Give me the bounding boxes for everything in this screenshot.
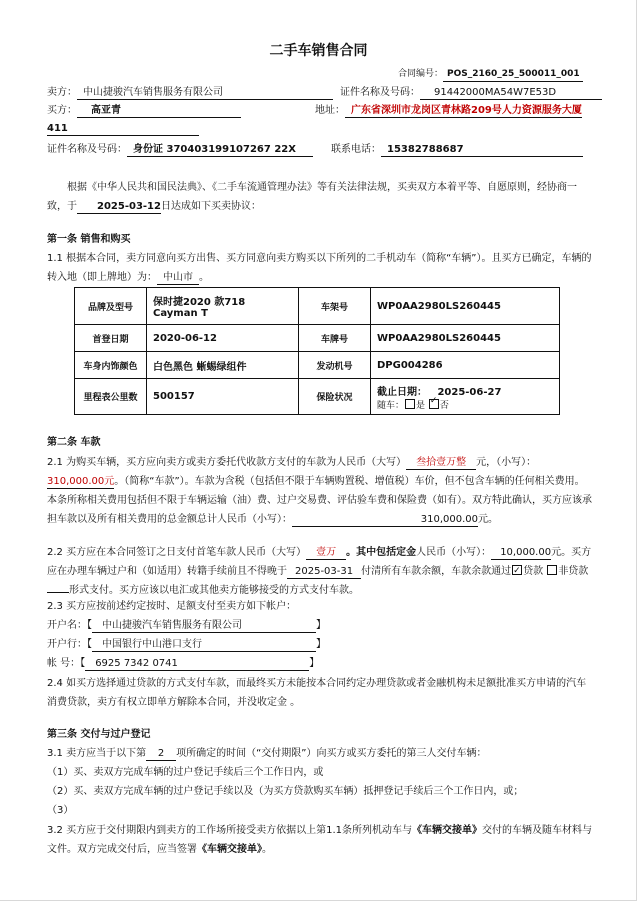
plate-value: WP0AA2980LS260445: [371, 325, 560, 352]
contract-number-value: POS_2160_25_500011_001: [443, 68, 583, 82]
buyer-address-row: 地址： 广东省深圳市龙岗区青林路209号人力资源服务大厦: [315, 105, 582, 116]
signing-date: 2025-03-12: [77, 200, 161, 214]
non-loan-checkbox[interactable]: [547, 565, 557, 575]
vehicle-table: [74, 287, 560, 415]
reg-date-label: 首登日期: [75, 325, 147, 352]
article-1-title: 第一条 销售和购买: [47, 234, 131, 245]
account-bank-row: 开户行：【 中国银行中山港口支行 】: [47, 639, 326, 650]
color-label: 车身内饰颜色: [75, 352, 147, 379]
article-3-2: 3.2 买方应于交付期限内到卖方的工作场所接受卖方依据以上第1.1条所列机动车与《车辆交接单》交付的车辆及随车材料与文件。双方完成交付后，应当签署《车辆交接单》。: [47, 825, 592, 855]
loan-checkbox[interactable]: [512, 565, 522, 575]
account-bank: 中国银行中山港口支行: [92, 638, 316, 652]
buyer-address: 广东省深圳市龙岗区青林路209号人力资源服务大厦: [345, 104, 582, 118]
article-2-2: 2.2 买方应在本合同签订之日支付首笔车款人民币（大写） 壹万 。其中包括定金人民币（小写）： 10,000.00元。买方应在办理车辆过户和（如适用）转籍手续前且不得晚于 2025-03-31 付清所有车款余额，车款余款通过✓ 贷款 非贷款形式支付。买方应该以电汇或其他卖方能够接受的方式支付车款。: [47, 543, 592, 600]
buyer-phone: 15382788687: [381, 143, 583, 157]
price-upper: 叁拾壹万整: [406, 456, 476, 470]
article-2-4: 2.4 如买方选择通过贷款的方式支付车款，而最终买方未能按本合同约定办理贷款或者金融机构未足额批准买方申请的汽车消费贷款，卖方有权立即单方解除本合同，并没收定金 。: [47, 678, 587, 708]
buyer-row: 买方： 高亚青: [47, 104, 241, 118]
table-row: [75, 352, 560, 379]
insurance-exp-date: 2025-06-27: [437, 386, 502, 398]
plate-label: 车牌号: [299, 325, 371, 352]
seller-row: 卖方： 中山捷骏汽车销售服务有限公司: [47, 86, 333, 100]
balance-due-date: 2025-03-31: [287, 565, 361, 579]
color-value: 白色黑色 蜥蜴绿组件: [147, 352, 299, 379]
article-2-1: 2.1 为购买车辆，买方应向卖方或卖方委托代收款方支付的车款为人民币（大写） 叁拾壹万整 元，（小写）：310,000.00元。（简称“车款”）。车款为含税（包括但不限于车辆购置税、增值税）车价，但不包含车辆的任何相关费用。本条所称相关费用包括但不限于车辆运输（油）费、过户交易费、评估验车费和保险费（如有）。双方特此确认，买方应该承担车款以及所有相关费用的总金额总计人民币（小写）： 310,000.00元。: [47, 457, 592, 525]
buyer-cert-row: 证件名称及号码： 身份证 370403199107267 22X: [47, 143, 313, 157]
model-value: 保时捷2020 款718 Cayman T: [147, 288, 299, 325]
article-2-title: 第二条 车款: [47, 437, 101, 448]
transfer-place: 中山市: [157, 271, 199, 285]
article-3-1: 3.1 卖方应当于以下第 2 项所确定的时间（“交付期限”）向买方或买方委托的第三人交付车辆：: [47, 748, 487, 759]
first-payment-lower: 10,000.00: [491, 546, 551, 560]
account-number-row: 帐 号：【 6925 7342 0741 】: [47, 658, 320, 669]
article-1-1: 1.1 根据本合同，卖方同意向买方出售、买方同意向卖方购买以下所列的二手机动车（简称“车辆”）。且买方已确定，车辆的转入地（即上牌地）为： 中山市 。: [47, 253, 592, 283]
vin-value: WP0AA2980LS260445: [371, 288, 560, 325]
price-lower: 310,000.00元: [47, 476, 115, 487]
buyer-phone-row: 联系电话： 15382788687: [331, 143, 583, 157]
mileage-label: 里程表公里数: [75, 379, 147, 415]
account-name: 中山捷骏汽车销售服务有限公司: [92, 619, 316, 633]
delivery-option-3: （3）: [47, 805, 74, 816]
account-name-row: 开户名：【 中山捷骏汽车销售服务有限公司 】: [47, 620, 326, 631]
engine-value: DPG004286: [371, 352, 560, 379]
engine-label: 发动机号: [299, 352, 371, 379]
insurance-label: 保险状况: [299, 379, 371, 415]
delivery-option-number: 2: [146, 747, 176, 761]
mileage-value: 500157: [147, 379, 299, 415]
seller-cert-value: 91442000MA54W7E53D: [420, 86, 602, 100]
seller-cert-row: 证件名称及号码： 91442000MA54W7E53D: [340, 86, 602, 100]
table-row: [75, 288, 560, 325]
contract-title: 二手车销售合同: [269, 43, 368, 59]
buyer-cert-value: 身份证 370403199107267 22X: [127, 143, 313, 157]
account-number: 6925 7342 0741: [85, 657, 309, 671]
table-row: [75, 379, 560, 415]
article-2-3: 2.3 买方应按前述约定按时、足额支付至卖方如下帐户：: [47, 601, 297, 612]
vin-label: 车架号: [299, 288, 371, 325]
contract-number: 合同编号： POS_2160_25_500011_001: [398, 67, 583, 82]
insurance-yes-checkbox[interactable]: [405, 399, 415, 409]
reg-date-value: 2020-06-12: [147, 325, 299, 352]
seller-name: 中山捷骏汽车销售服务有限公司: [77, 86, 333, 100]
model-label: 品牌及型号: [75, 288, 147, 325]
insurance-value: 截止日期： 2025-06-27 随车： 是 ✓ 否: [371, 379, 560, 415]
intro-paragraph: 根据《中华人民共和国民法典》、《二手车流通管理办法》等有关法律法规，买卖双方本着平等、自愿原则，经协商一致，于 2025-03-12日达成如下买卖协议：: [47, 182, 577, 212]
article-3-title: 第三条 交付与过户登记: [47, 729, 151, 740]
table-row: [75, 325, 560, 352]
insurance-no-checkbox[interactable]: [429, 399, 439, 409]
total-amount: 310,000.00: [292, 513, 478, 527]
first-payment-upper: 壹万: [306, 546, 346, 560]
buyer-address-cont: 411: [47, 122, 199, 136]
delivery-option-1: （1）买、卖双方完成车辆的过户登记手续后三个工作日内，或: [47, 767, 324, 778]
delivery-option-2: （2）买、卖双方完成车辆的过户登记手续以及（为买方贷款购买车辆）抵押登记手续后三个工作日内，或；: [47, 786, 524, 797]
buyer-name: 高亚青: [77, 104, 241, 118]
